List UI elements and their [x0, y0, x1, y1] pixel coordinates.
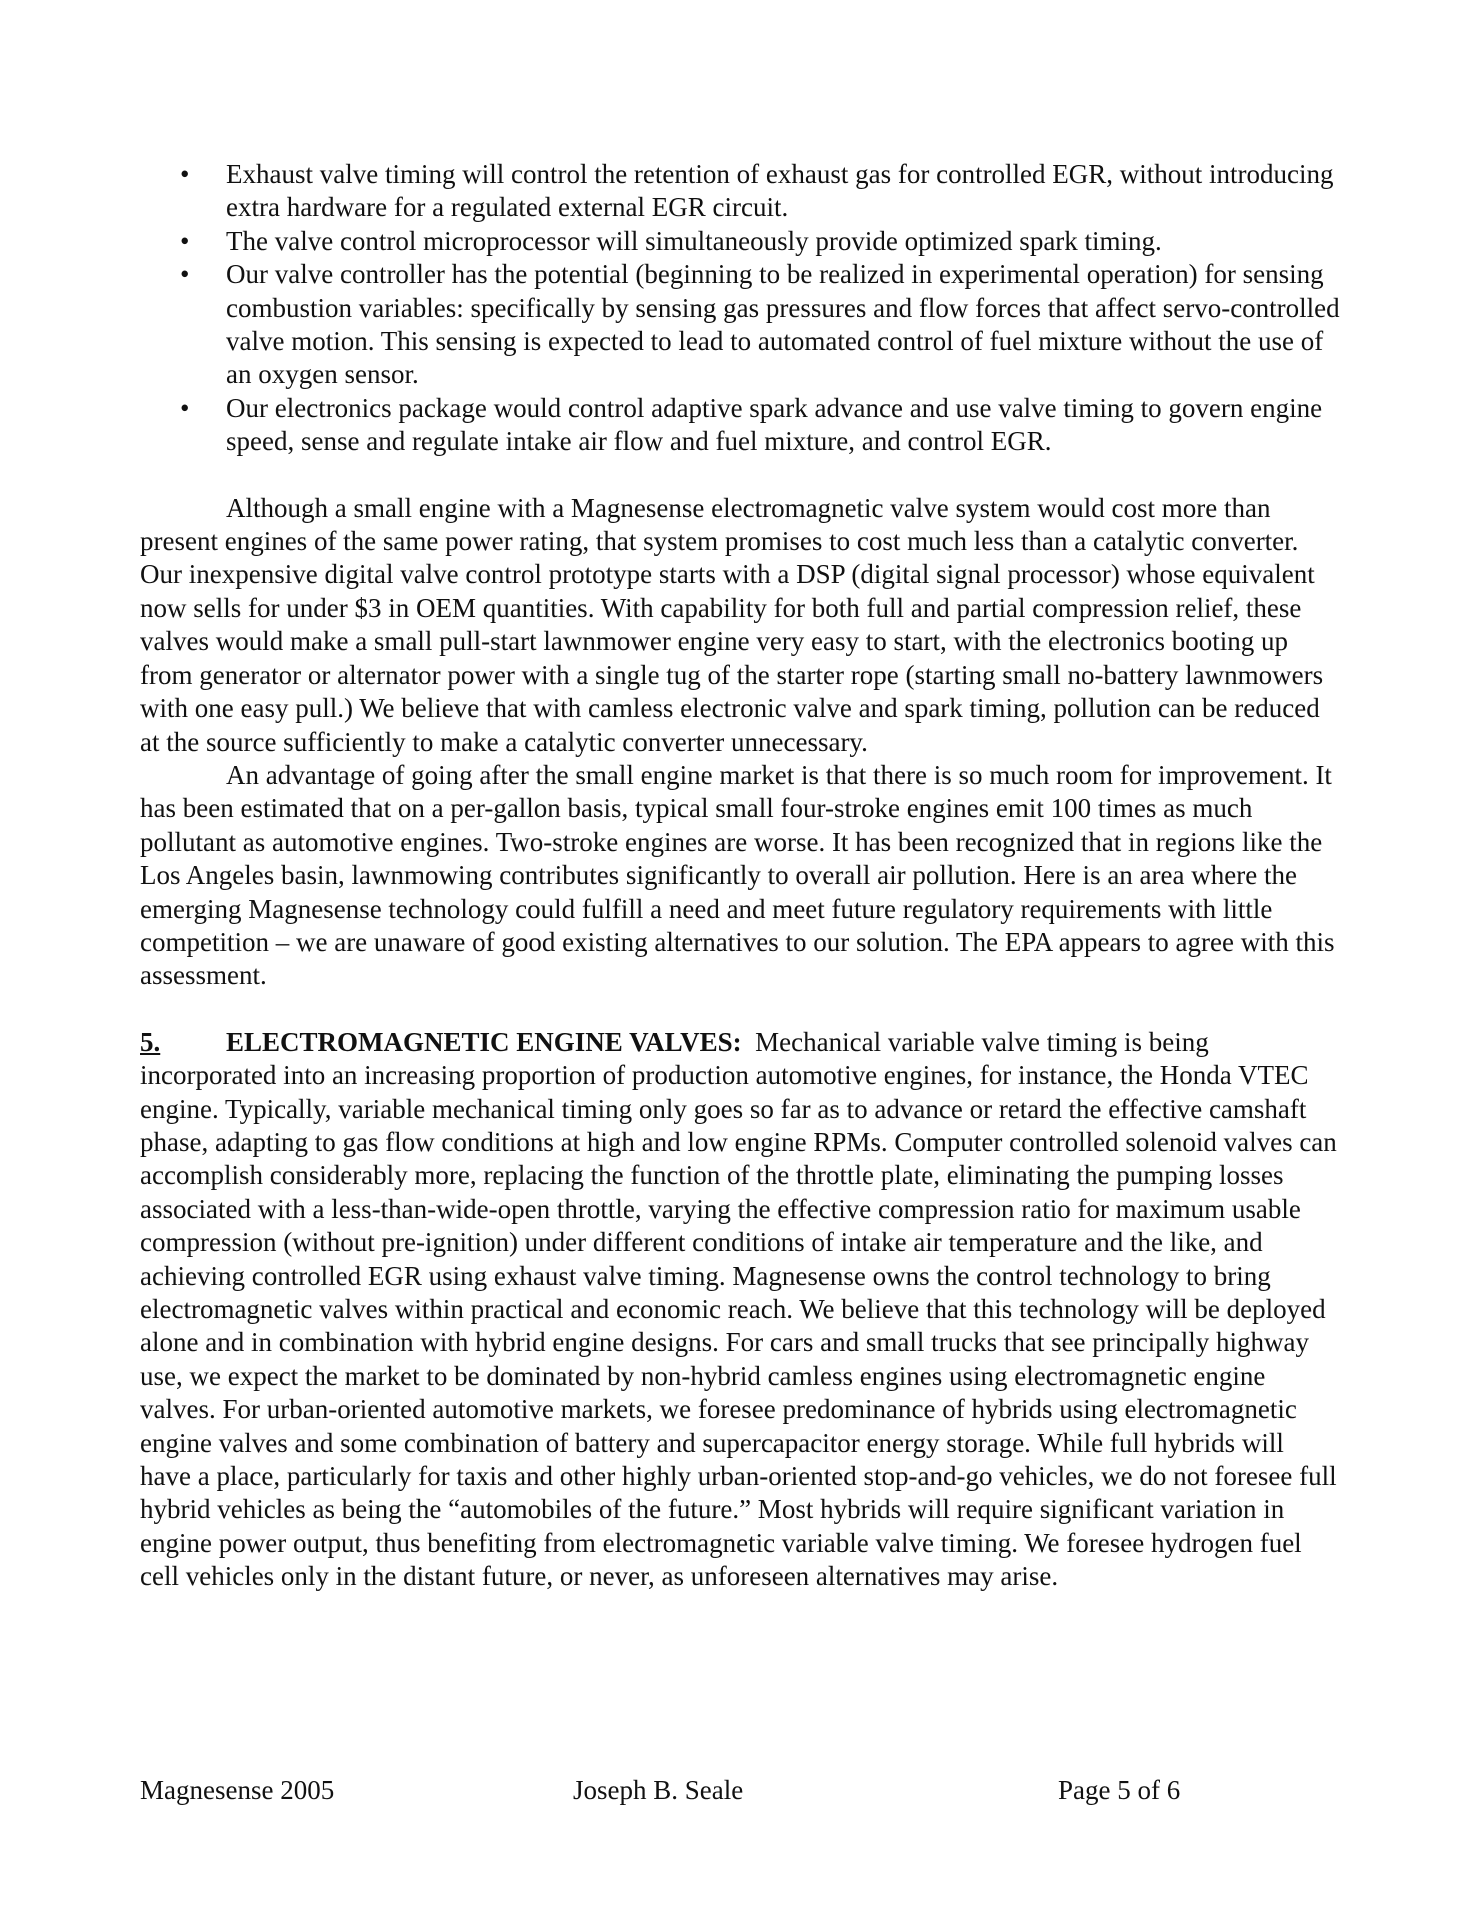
- feature-bullet-list: [140, 158, 1340, 459]
- bullet-marker: •: [180, 225, 190, 256]
- bullet-text: Exhaust valve timing will control the retention of exhaust gas for controlled EGR, without introducing extra hardware for a regulated external EGR circuit.: [226, 159, 1334, 223]
- bullet-text: Our valve controller has the potential (beginning to be realized in experimental operation) for sensing combustion variables: specifically by sensing gas pressures and flow forces that affect servo-controlled valve motion. This sensing is expected to lead to automated control of fuel mixture without the use of an oxygen sensor.: [226, 259, 1340, 390]
- section-title: ELECTROMAGNETIC ENGINE VALVES:: [226, 1026, 742, 1057]
- section-number: 5.: [140, 1026, 161, 1057]
- section-electromagnetic-valves: [140, 1026, 1340, 1594]
- footer-page-number: Page 5 of 6: [1058, 1775, 1181, 1805]
- footer-author: Joseph B. Seale: [573, 1775, 744, 1805]
- bullet-marker: •: [180, 392, 190, 423]
- paragraph-small-engine-market: An advantage of going after the small engine market is that there is so much room for improvement. It has been estimated that on a per-gallon basis, typical small four-stroke engines emit 100 times as much pollutant as automotive engines. Two-stroke engines are worse. It has been recognized that in regions like the Los Angeles basin, lawnmowing contributes significantly to overall air pollution. Here is an area where the emerging Magnesense technology could fulfill a need and meet future regulatory requirements with little competition – we are unaware of good existing alternatives to our solution. The EPA appears to agree with this assessment.: [140, 759, 1335, 991]
- bullet-marker: •: [180, 159, 190, 189]
- paragraph-cost: Although a small engine with a Magnesense electromagnetic valve system would cost more than present engines of the same power rating, that system promises to cost much less than a catalytic converter. Our inexpensive digital valve control prototype starts with a DSP (digital signal processor) whose equivalent now sells for under $3 in OEM quantities. With capability for both full and partial compression relief, these valves would make a small pull-start lawnmower engine very easy to start, with the electronics booting up from generator or alternator power with a single tug of the starter rope (starting small no-battery lawnmowers with one easy pull.) We believe that with camless electronic valve and spark timing, pollution can be reduced at the source sufficiently to make a catalytic converter unnecessary.: [140, 492, 1324, 757]
- section-body: Mechanical variable valve timing is being incorporated into an increasing proportion of production automotive engines, for instance, the Honda VTEC engine. Typically, variable mechanical timing only goes so far as to advance or retard the effective camshaft phase, adapting to gas flow conditions at high and low engine RPMs. Computer controlled solenoid valves can accomplish considerably more, replacing the function of the throttle plate, eliminating the pumping losses associated with a less-than-wide-open throttle, varying the effective compression ratio for maximum usable compression (without pre-ignition) under different conditions of intake air temperature and the like, and achieving controlled EGR using exhaust valve timing. Magnesense owns the control technology to bring electromagnetic valves within practical and economic reach. We believe that this technology will be deployed alone and in combination with hybrid engine designs. For cars and small trucks that see principally highway use, we expect the market to be dominated by non-hybrid camless engines using electromagnetic engine valves. For urban-oriented automotive markets, we foresee predominance of hybrids using electromagnetic engine valves and some combination of battery and supercapacitor energy storage. While full hybrids will have a place, particularly for taxis and other highly urban-oriented stop-and-go vehicles, we do not foresee full hybrid vehicles as being the “automobiles of the future.” Most hybrids will require significant variation in engine power output, thus benefiting from electromagnetic variable valve timing. We foresee hydrogen fuel cell vehicles only in the distant future, or never, as unforeseen alternatives may arise.: [140, 1026, 1337, 1592]
- page-footer: [140, 1772, 1340, 1808]
- bullet-text: The valve control microprocessor will simultaneously provide optimized spark timing.: [226, 225, 1162, 256]
- bullet-item: [140, 225, 1340, 258]
- page-content: [140, 158, 1340, 1594]
- bullet-item: [140, 392, 1340, 459]
- bullet-item: [140, 158, 1340, 225]
- bullet-text: Our electronics package would control adaptive spark advance and use valve timing to govern engine speed, sense and regulate intake air flow and fuel mixture, and control EGR.: [226, 392, 1323, 457]
- bullet-marker: •: [180, 259, 190, 290]
- bullet-item: [140, 258, 1340, 392]
- footer-company: Magnesense 2005: [140, 1775, 335, 1805]
